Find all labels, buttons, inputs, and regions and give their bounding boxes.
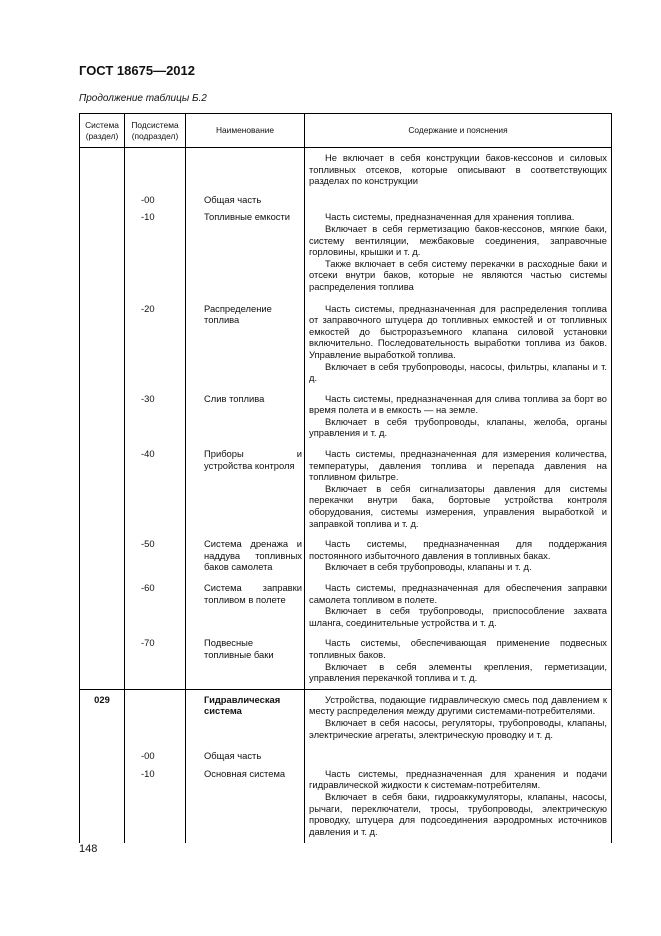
table-row [80,148,612,190]
content-paragraph: Включает в себя трубопроводы, приспособление захвата шланга, соединительные устройства и т. д. [309,605,607,628]
content-cell [305,389,612,444]
content-paragraph: Часть системы, предназначенная для слива топлива за борт во время полета и в емкость — на земле. [309,392,607,416]
system-code [80,190,125,208]
table-row [80,578,612,633]
table-row [80,633,612,689]
content-cell [305,207,612,298]
col-system-header: Система (раздел) [80,114,125,148]
table-caption: Продолжение таблицы Б.2 [79,93,207,104]
subsystem-name: Общая часть [186,746,305,764]
system-code [80,207,125,298]
content-cell [305,764,612,844]
subsystem-name: Система заправки топливом в полете [186,578,305,633]
content-paragraph: Включает в себя трубопроводы, насосы, фильтры, клапаны и т. д. [309,360,607,384]
content-paragraph: Часть системы, предназначенная для хранения и подачи гидравлической жидкости к системам-потребителям. [309,767,607,791]
content-paragraph: Устройства, подающие гидравлическую смесь под давлением к месту распределения между другими системами-потребителями. [309,693,607,717]
subsystem-name: Гидравлическая система [186,689,305,746]
subsystem-code: -00 [125,190,186,208]
table-row [80,534,612,578]
document-id: ГОСТ 18675—2012 [79,63,195,78]
table-row [80,299,612,389]
content-cell [305,746,612,764]
subsystem-name: Система дренажа и наддува топливных баков самолета [186,534,305,578]
system-code [80,444,125,534]
content-paragraph: Включает в себя элементы крепления, герметизации, управления перекачкой топлива и т. д. [309,660,607,684]
subsystem-code [125,689,186,746]
subsystem-code: -70 [125,633,186,689]
content-cell [305,148,612,190]
subsystem-name: Подвесные топливные баки [186,633,305,689]
table-row [80,764,612,844]
system-code [80,148,125,190]
subsystem-name: Топливные емкости [186,207,305,298]
subsystem-code: -10 [125,764,186,844]
system-code [80,534,125,578]
system-code [80,746,125,764]
subsystem-name: Общая часть [186,190,305,208]
system-code [80,764,125,844]
subsystem-code: -20 [125,299,186,389]
system-code [80,299,125,389]
content-paragraph: Включает в себя трубопроводы, клапаны, желоба, органы управления и т. д. [309,415,607,439]
system-code [80,578,125,633]
table-row [80,207,612,298]
table-header-row [80,114,612,148]
content-paragraph: Включает в себя герметизацию баков-кессонов, мягкие баки, систему вентиляции, межбаковые соединения, заправочные горловины, крышки и т. д. [309,222,607,258]
system-code [80,389,125,444]
subsystem-code: -10 [125,207,186,298]
content-paragraph: Включает в себя баки, гидроаккумуляторы, клапаны, насосы, рычаги, переключатели, тросы, трубопроводы, электрическую проводку, штуцера для подсоединения аэродромных источников давления и т. д. [309,790,607,837]
table-row [80,389,612,444]
content-paragraph: Включает в себя насосы, регуляторы, трубопроводы, клапаны, электрические агрегаты, электрическую проводку и т. д. [309,716,607,740]
content-cell [305,299,612,389]
content-cell [305,534,612,578]
content-cell [305,633,612,689]
content-paragraph: Включает в себя сигнализаторы давления для системы перекачки внутри бака, бортовые устройства контроля оборудования, системы измерения, управления выработкой и заправкой топлива и т. д. [309,482,607,529]
content-paragraph: Включает в себя трубопроводы, клапаны и т. д. [325,561,532,573]
subsystem-code: -50 [125,534,186,578]
table-row [80,190,612,208]
subsystem-name: Основная система [186,764,305,844]
systems-table [79,113,612,843]
subsystem-code: -30 [125,389,186,444]
page-number: 148 [79,843,98,855]
content-paragraph: Часть системы, предназначенная для распределения топлива от заправочного штуцера до топливных емкостей и от топливных емкостей до быстроразъемного клапана силовой установки включительно. Последовательность выработки топлива из баков. Управление выработкой топлива. [309,302,607,360]
subsystem-name: Слив топлива [186,389,305,444]
col-content-header: Содержание и пояснения [305,114,612,148]
subsystem-code: -60 [125,578,186,633]
table-row [80,444,612,534]
subsystem-code [125,148,186,190]
content-cell [305,190,612,208]
col-subsystem-header: Подсистема (подраздел) [125,114,186,148]
content-paragraph: Часть системы, обеспечивающая применение подвесных топливных баков. [309,637,607,660]
content-paragraph: Часть системы, предназначенная для поддержания постоянного избыточного давления в топливных баках. [309,538,607,561]
content-cell [305,444,612,534]
content-cell [305,689,612,746]
content-paragraph: Часть системы, предназначенная для измерения количества, температуры, давления топлива и перепада давления на топливном фильтре. [309,448,607,483]
subsystem-code: -40 [125,444,186,534]
subsystem-name: Распределение топлива [186,299,305,389]
content-paragraph: Часть системы, предназначенная для обеспечения заправки самолета топливом в полете. [309,582,607,605]
system-code: 029 [80,689,125,746]
subsystem-name [186,148,305,190]
col-name-header: Наименование [186,114,305,148]
content-cell [305,578,612,633]
table-row [80,746,612,764]
subsystem-code: -00 [125,746,186,764]
content-paragraph: Также включает в себя систему перекачки в расходные баки и отсеки внутри баков, которые не являются частью системы распределения топлива [309,257,607,292]
system-code [80,633,125,689]
content-paragraph: Часть системы, предназначенная для хранения топлива. [325,211,575,223]
table-row [80,689,612,746]
subsystem-name: Приборы и устройства контроля [186,444,305,534]
content-paragraph: Не включает в себя конструкции баков-кессонов и силовых топливных отсеков, которые описывают в соответствующих разделах по конструкции [309,152,607,187]
